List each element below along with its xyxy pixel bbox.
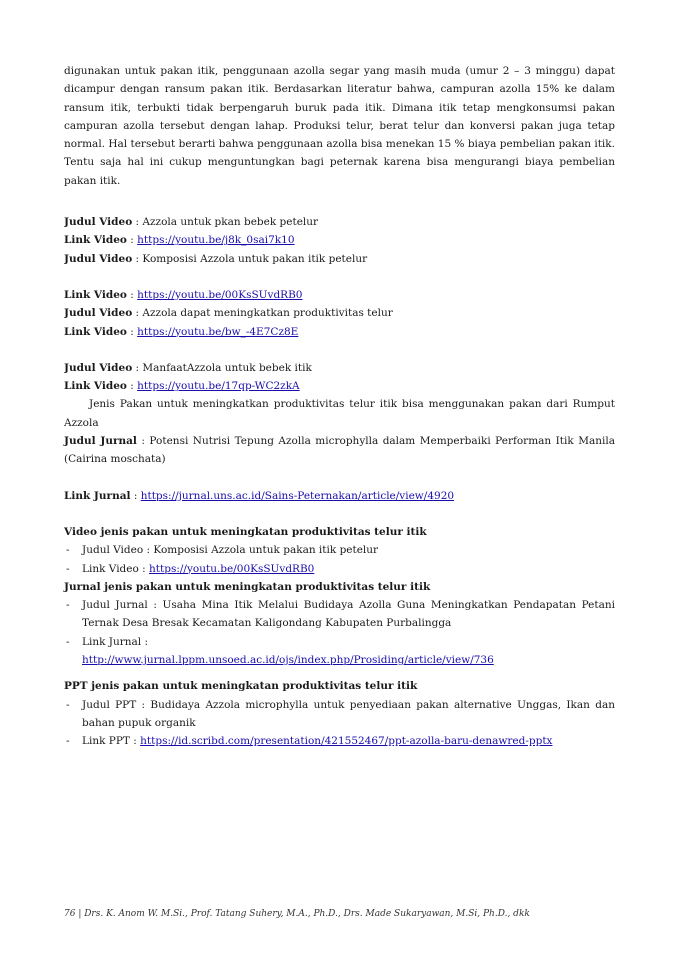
separator: : xyxy=(126,325,138,338)
judul-video-label: Judul Video xyxy=(64,307,133,320)
judul-video-text: : Azzola dapat meningkatkan produktivitas telur xyxy=(132,307,393,320)
video-link[interactable]: https://youtu.be/00KsSUvdRB0 xyxy=(149,562,315,575)
video-block-1 xyxy=(64,213,615,268)
list-item: - Judul Video : Komposisi Azzola untuk pakan itik petelur xyxy=(64,541,615,559)
jurnal-link[interactable]: https://jurnal.uns.ac.id/Sains-Peternakan/article/view/4920 xyxy=(140,489,455,502)
separator: : xyxy=(126,380,138,393)
separator: : xyxy=(126,234,138,247)
judul-jurnal-text: : Potensi Nutrisi Tepung Azolla microphylla dalam Memperbaiki Performan Itik Manila (Cairina moschata) xyxy=(64,435,615,466)
video-link[interactable]: https://youtu.be/17qp-WC2zkA xyxy=(137,380,300,393)
judul-video-label: Judul Video xyxy=(64,252,133,265)
page-footer: 76 | Drs. K. Anom W. M.Si., Prof. Tatang Suhery, M.A., Ph.D., Drs. Made Sukaryawan, M.Si, Ph.D., dkk xyxy=(64,909,530,919)
section-video xyxy=(64,523,615,578)
video-block-2 xyxy=(64,286,615,341)
list-item: - Judul PPT : Budidaya Azzola microphylla untuk penyediaan pakan alternative Unggas, Ikan dan bahan pupuk organik xyxy=(64,696,615,733)
intro-paragraph: digunakan untuk pakan itik, penggunaan azolla segar yang masih muda (umur 2 – 3 minggu) dapat dicampur dengan ransum pakan itik. Berdasarkan literatur bahwa, campuran azolla 15% ke dalam ransum itik, terbukti tidak berpengaruh buruk pada itik. Dimana itik tetap mengkonsumsi pakan campuran azolla tersebut dengan lahap. Produksi telur, berat telur dan konversi pakan juga tetap normal. Hal tersebut berarti bahwa penggunaan azolla bisa menekan 15 % biaya pembelian pakan itik. Tentu saja hal ini cukup menguntungkan bagi peternak karena bisa mengurangi biaya pembelian pakan itik. xyxy=(64,65,615,187)
separator: : xyxy=(130,489,141,502)
list-item: - Judul Jurnal : Usaha Mina Itik Melalui Budidaya Azolla Guna Meningkatkan Pendapatan Petani Ternak Desa Bresak Kecamatan Kaligondang Kabupaten Purbalingga xyxy=(64,596,615,633)
section-ppt xyxy=(64,677,615,750)
judul-video-label: Judul Video xyxy=(64,216,133,229)
document-page xyxy=(64,62,615,751)
separator: : xyxy=(126,288,138,301)
link-video-label: Link Video xyxy=(64,380,127,393)
video-link[interactable]: https://youtu.be/j8k_0sai7k10 xyxy=(137,234,295,247)
link-video-label: Link Video xyxy=(64,234,127,247)
ppt-link[interactable]: https://id.scribd.com/presentation/421552467/ppt-azolla-baru-denawred-pptx xyxy=(140,735,553,748)
item-label: Link Jurnal : xyxy=(82,635,149,648)
section-title: PPT jenis pakan untuk meningkatan produktivitas telur itik xyxy=(64,680,418,693)
item-label: Link PPT : xyxy=(82,735,141,748)
link-jurnal-line xyxy=(64,487,615,505)
judul-jurnal-label: Judul Jurnal xyxy=(64,435,137,448)
video-link[interactable]: https://youtu.be/bw_-4E7Cz8E xyxy=(137,325,299,338)
link-video-label: Link Video xyxy=(64,288,127,301)
link-jurnal-label: Link Jurnal xyxy=(64,489,131,502)
section-title: Jurnal jenis pakan untuk meningkatan produktivitas telur itik xyxy=(64,580,431,593)
section-title: Video jenis pakan untuk meningkatan produktivitas telur itik xyxy=(64,525,427,538)
video-link[interactable]: https://youtu.be/00KsSUvdRB0 xyxy=(137,288,303,301)
link-video-label: Link Video xyxy=(64,325,127,338)
list-item xyxy=(64,633,615,670)
list-item xyxy=(64,732,615,750)
judul-video-text: : Komposisi Azzola untuk pakan itik petelur xyxy=(132,252,368,265)
judul-video-text: : ManfaatAzzola untuk bebek itik xyxy=(132,361,312,374)
section-jurnal xyxy=(64,578,615,669)
judul-video-label: Judul Video xyxy=(64,361,133,374)
video-block-3 xyxy=(64,359,615,469)
jurnal-link[interactable]: http://www.jurnal.lppm.unsoed.ac.id/ojs/index.php/Prosiding/article/view/736 xyxy=(82,654,494,667)
item-label: Link Video : xyxy=(82,562,150,575)
list-item xyxy=(64,560,615,578)
azolla-paragraph: Jenis Pakan untuk meningkatkan produktivitas telur itik bisa menggunakan pakan dari Rumput Azzola xyxy=(64,398,615,429)
judul-video-text: : Azzola untuk pkan bebek petelur xyxy=(132,216,319,229)
